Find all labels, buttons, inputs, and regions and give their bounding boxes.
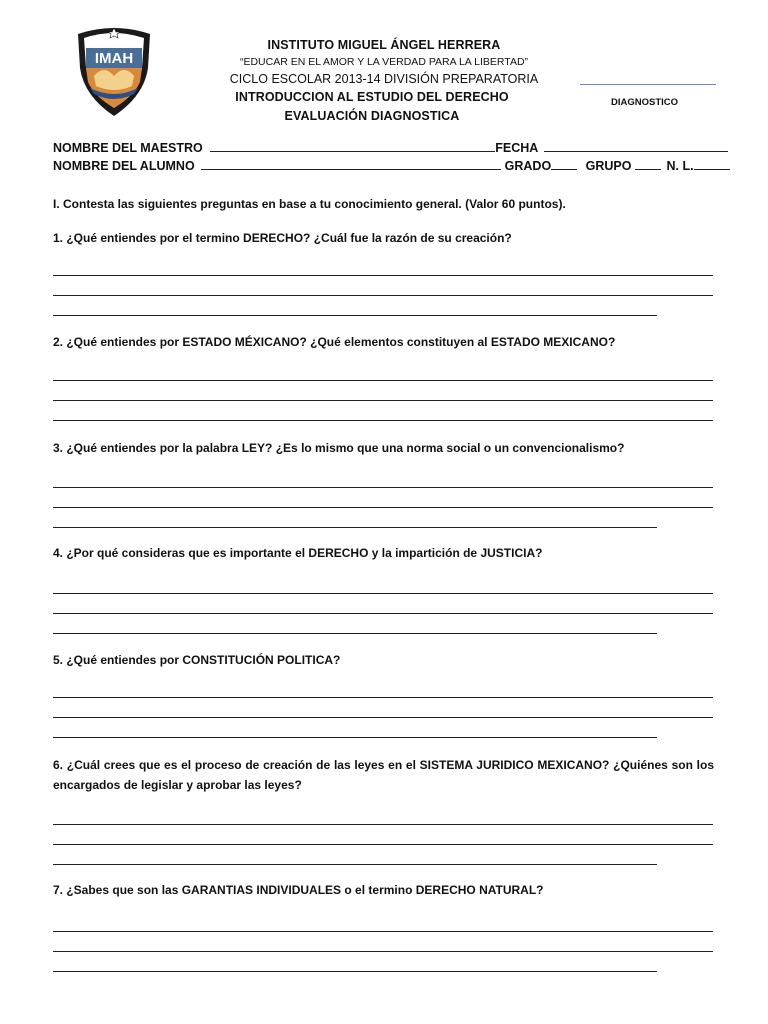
question-7: 7. ¿Sabes que son las GARANTIAS INDIVIDUALES o el termino DERECHO NATURAL? [53,883,544,897]
institution-name: INSTITUTO MIGUEL ÁNGEL HERRERA [267,38,501,52]
answer-line[interactable] [53,295,713,296]
diagnostic-tag: DIAGNOSTICO [611,97,679,108]
answer-line[interactable] [53,697,713,698]
answer-line[interactable] [53,613,713,614]
nl-label: N. L. [666,159,694,173]
grade-label: GRADO [504,159,552,173]
answer-line[interactable] [53,824,713,825]
teacher-name-input[interactable] [210,141,495,152]
answer-line[interactable] [53,931,713,932]
answer-line[interactable] [53,507,713,508]
date-label: FECHA [495,141,538,155]
student-name-row [53,159,730,173]
teacher-name-row [53,141,728,155]
answer-line[interactable] [53,380,713,381]
grade-input[interactable] [551,159,577,170]
date-input[interactable] [544,141,728,152]
header-blank-line [580,84,716,85]
motto: “EDUCAR EN EL AMOR Y LA VERDAD PARA LA LIBERTAD” [239,56,529,68]
answer-line[interactable] [53,400,713,401]
answer-line[interactable] [53,487,713,488]
student-name-label: NOMBRE DEL ALUMNO [53,159,195,173]
answer-line[interactable] [53,633,657,634]
group-input[interactable] [635,159,661,170]
question-5: 5. ¿Qué entiendes por CONSTITUCIÓN POLITICA? [53,653,341,667]
answer-line[interactable] [53,717,713,718]
answer-line[interactable] [53,864,657,865]
answer-line[interactable] [53,275,713,276]
group-label: GRUPO [585,159,632,173]
school-year: CICLO ESCOLAR 2013-14 DIVISIÓN PREPARATORIA [229,72,539,86]
question-1: 1. ¿Qué entiendes por el termino DERECHO? ¿Cuál fue la razón de su creación? [53,231,512,245]
answer-line[interactable] [53,527,657,528]
answer-line[interactable] [53,844,713,845]
evaluation-title: EVALUACIÓN DIAGNOSTICA [284,109,460,123]
answer-line[interactable] [53,737,657,738]
question-4: 4. ¿Por qué consideras que es importante el DERECHO y la impartición de JUSTICIA? [53,546,543,560]
student-name-input[interactable] [201,159,501,170]
answer-line[interactable] [53,971,657,972]
answer-line[interactable] [53,315,657,316]
teacher-name-label: NOMBRE DEL MAESTRO [53,141,203,155]
question-2: 2. ¿Qué entiendes por ESTADO MÉXICANO? ¿Qué elementos constituyen al ESTADO MEXICANO? [53,335,616,349]
subject-title: INTRODUCCION AL ESTUDIO DEL DERECHO [235,90,509,104]
answer-line[interactable] [53,420,713,421]
question-3: 3. ¿Qué entiendes por la palabra LEY? ¿Es lo mismo que una norma social o un convencionalismo? [53,441,625,455]
nl-input[interactable] [694,159,730,170]
instructions: I. Contesta las siguientes preguntas en base a tu conocimiento general. (Valor 60 puntos). [53,197,566,211]
question-6: 6. ¿Cuál crees que es el proceso de creación de las leyes en el SISTEMA JURIDICO MEXICANO? ¿Quiénes son los encargados de legislar y aprobar las leyes? [53,758,714,792]
svg-text:IMAH: IMAH [94,50,134,67]
answer-line[interactable] [53,951,713,952]
answer-line[interactable] [53,593,713,594]
